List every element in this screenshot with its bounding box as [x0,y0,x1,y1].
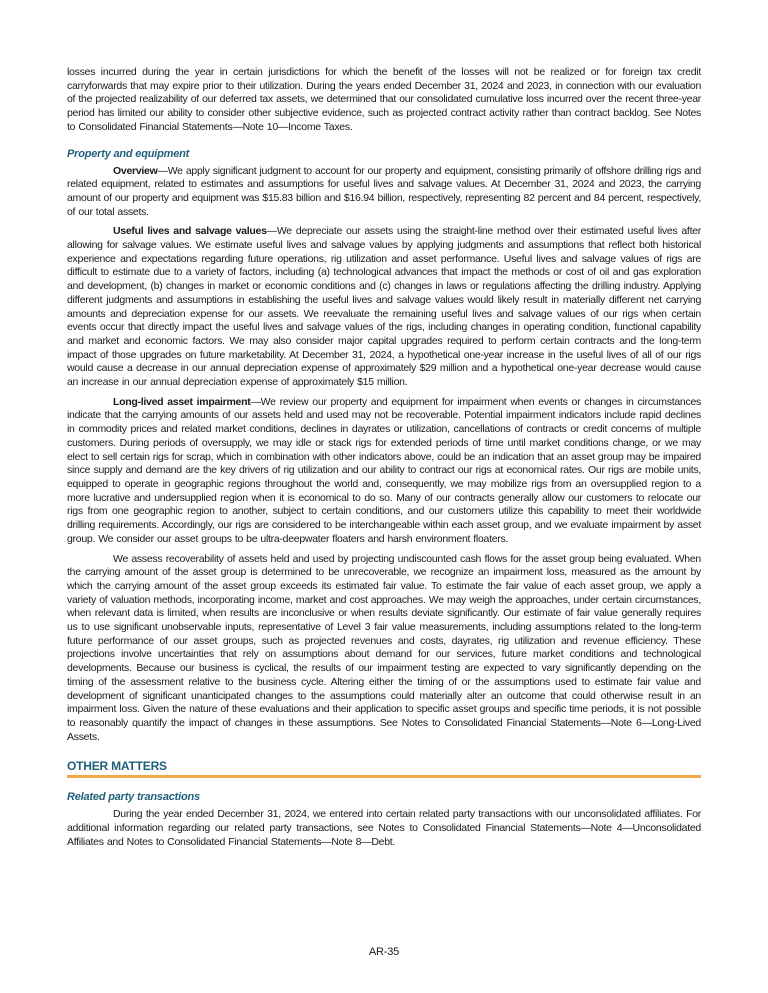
overview-label: Overview [113,164,158,177]
recoverability-paragraph: We assess recoverability of assets held and used by projecting undiscounted cash flows for the asset group being evaluated. When the carrying amount of the asset group is determined to be unrecoverable, we recognize an impairment loss, measured as the amount by which the carrying amount of the asset group exceeds its estimated fair value. To estimate the fair value of each asset group, we apply a variety of valuation methods, incorporating income, market and cost approaches. We may weigh the approaches, under certain circumstances, when relevant data is limited, when results are inconclusive or when results deviate significantly. Our estimate of fair value generally requires us to use significant unobservable inputs, representative of Level 3 fair value measurements, including assumptions related to the long-term future performance of our asset groups, such as projected revenues and costs, dayrates, rig utilization and revenue efficiency. These projections involve uncertainties that rely on assumptions about demand for our services, future market conditions and technological developments. Because our business is cyclical, the results of our impairment testing are expected to vary significantly depending on the timing of the assessment relative to the business cycle. Altering either the timing of or the assumptions used to estimate fair value and development of significant unanticipated changes to the assumptions could materially alter an outcome that could otherwise result in an impairment loss. Given the nature of these evaluations and their application to specific asset groups and specific time periods, it is not possible to reasonably quantify the impact of changes in these assumptions. See Notes to Consolidated Financial Statements—Note 6—Long-Lived Assets. [67,552,701,743]
page-number: AR-35 [368,946,400,958]
impairment-label: Long-lived asset impairment [113,395,251,408]
section-heading-property: Property and equipment [67,147,190,160]
section-heading-other-matters: OTHER MATTERS [67,759,701,778]
subheading-related-party: Related party transactions [67,791,200,804]
useful-lives-label: Useful lives and salvage values [113,225,267,238]
intro-paragraph: losses incurred during the year in certain jurisdictions for which the benefit of the losses will not be realized or for foreign tax credit carryforwards that may expire prior to their utilization. During the years ended December 31, 2024 and 2023, in connection with our evaluation of the projected realizability of our deferred tax assets, we determined that our consolidated cumulative loss incurred over the recent three-year period has limited our ability to consider other subjective evidence, such as projected contract activity rather than contract backlog. See Notes to Consolidated Financial Statements—Note 10—Income Taxes. [67,66,701,133]
useful-lives-text: —We depreciate our assets using the straight-line method over their estimated useful lives after allowing for salvage values. We estimate useful lives and salvage values by applying judgments and assumptions that reflect both historical experience and expectations regarding future operations, rig utilization and asset performance. Useful lives and salvage values of rigs are difficult to estimate due to a variety of factors, including (a) technological advances that impact the methods or cost of oil and gas exploration and development, (b) changes in market or economic conditions and (c) changes in laws or regulations affecting the drilling industry. Applying different judgments and assumptions in establishing the useful lives and salvage values would likely result in materially different net carrying amounts and depreciation expense for our assets. We reevaluate the remaining useful lives and salvage values of our rigs when certain events occur that directly impact the useful lives and salvage values of the rigs, including changes in operating condition, functional capability and market and economic factors. We may also consider major capital upgrades required to perform certain contracts and the long-term impact of those upgrades on future marketability. At December 31, 2024, a hypothetical one-year increase in the useful lives of all of our rigs would cause a decrease in our annual depreciation expense of approximately $29 million and a hypothetical one-year decrease would cause an increase in our annual depreciation expense of approximately $15 million. [67,225,701,389]
overview-paragraph [67,165,701,220]
useful-lives-paragraph [67,225,701,389]
overview-text: —We apply significant judgment to account for our property and equipment, consisting primarily of offshore drilling rigs and related equipment, related to estimates and assumptions for useful lives and salvage values. At December 31, 2024 and 2023, the carrying amount of our property and equipment was $15.83 billion and $16.94 billion, respectively, representing 82 percent and 84 percent, respectively, of our total assets. [67,164,701,218]
impairment-text: —We review our property and equipment for impairment when events or changes in circumstances indicate that the carrying amounts of our assets held and used may not be recoverable. Potential impairment indicators include rapid declines in commodity prices and related market conditions, declines in dayrates or utilization, cancellations of contracts or credit concerns of multiple customers. During periods of oversupply, we may idle or stack rigs for extended periods of time until market conditions change, or we may elect to sell certain rigs for scrap, which in combination with other indicators above, could be an indication that an asset group may be impaired since supply and demand are the key drivers of rig utilization and our ability to contract our rigs at economical rates. Our rigs are mobile units, equipped to operate in geographic regions throughout the world and, consequently, we may mobilize rigs from an oversupplied region to a more lucrative and undersupplied region when it is economical to do so. Many of our contracts generally allow our customers to relocate our rigs from one geographic region to another, subject to certain conditions, and our customers utilize this capability to meet their worldwide drilling requirements. Accordingly, our rigs are considered to be interchangeable within each asset group, and we evaluate impairment by asset group. We consider our asset groups to be ultra-deepwater floaters and harsh environment floaters. [67,395,701,545]
document-page [67,66,701,849]
impairment-paragraph [67,396,701,547]
related-party-paragraph: During the year ended December 31, 2024, we entered into certain related party transactions with our unconsolidated affiliates. For additional information regarding our related party transactions, see Notes to Consolidated Financial Statements—Note 4—Unconsolidated Affiliates and Notes to Consolidated Financial Statements—Note 8—Debt. [67,808,701,848]
